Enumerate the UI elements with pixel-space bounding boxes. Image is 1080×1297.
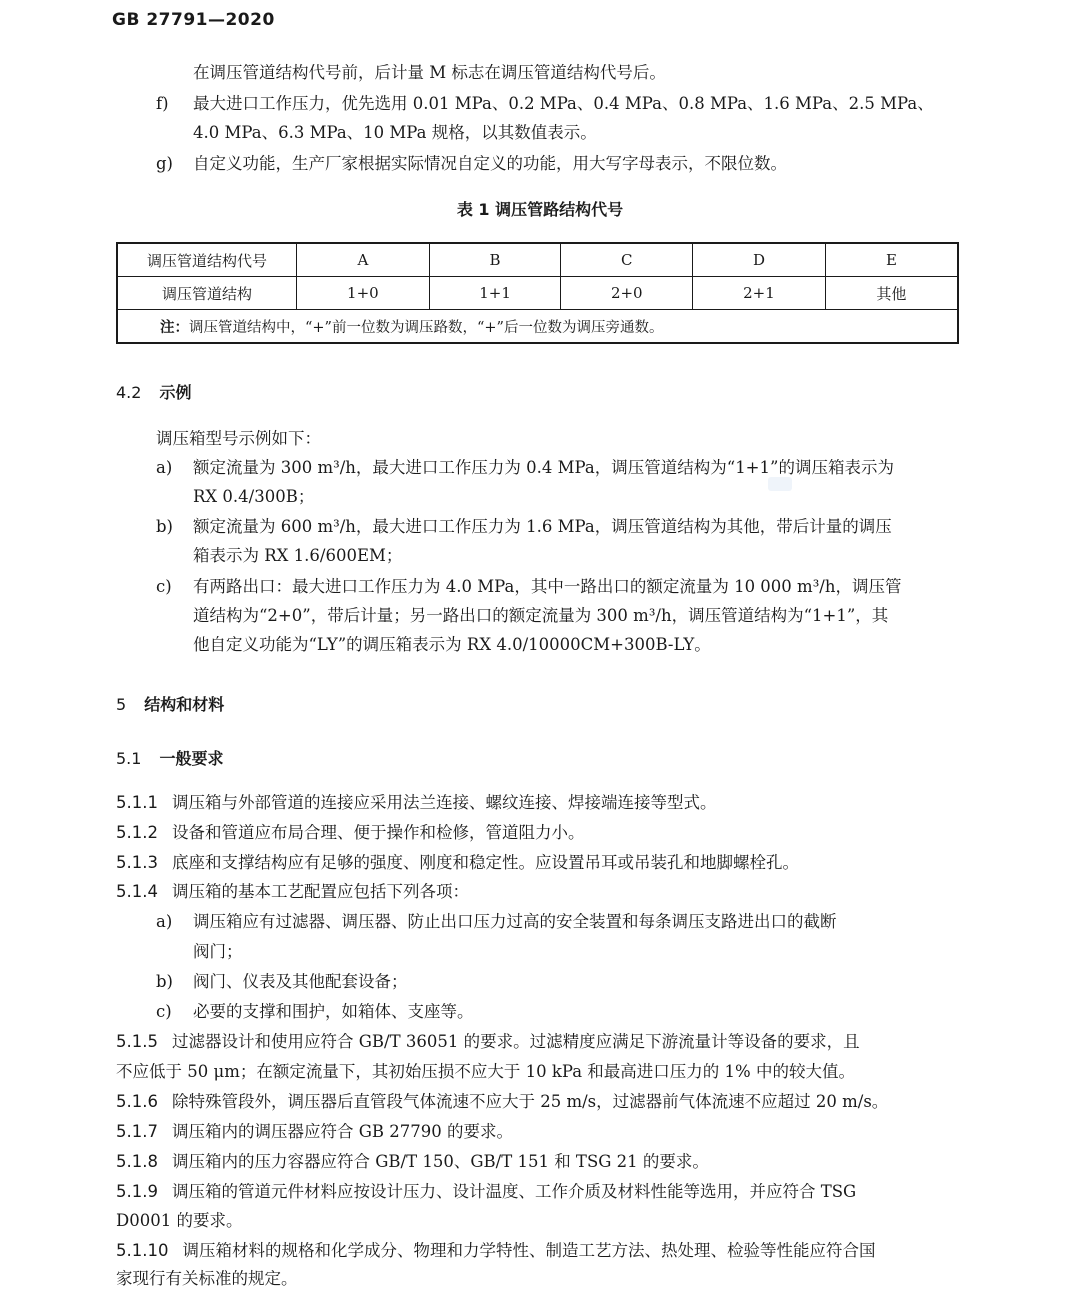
- table-cell: 1+1: [429, 277, 561, 310]
- standard-code: GB 27791—2020: [112, 10, 275, 30]
- table-cell: D: [693, 243, 826, 277]
- clause-5-1-4-c-label: c): [156, 1002, 172, 1021]
- note-label: 注：: [160, 319, 189, 336]
- clause-5-1-4-c: 必要的支撑和围护，如箱体、支座等。: [193, 1002, 474, 1021]
- clause-5-1-10-line2: 家现行有关标准的规定。: [116, 1269, 298, 1288]
- clause-5-1-9-line2: D0001 的要求。: [116, 1211, 243, 1230]
- table-cell: B: [429, 243, 561, 277]
- section-4-2-heading: 4.2 示例: [116, 383, 192, 402]
- intro-continuation: 在调压管道结构代号前，后计量 M 标志在调压管道结构代号后。: [193, 63, 666, 82]
- table-note-row: [117, 310, 958, 344]
- clause-5-1-8: 5.1.8 调压箱内的压力容器应符合 GB/T 150、GB/T 151 和 TSG 21 的要求。: [116, 1152, 709, 1171]
- table-cell: A: [297, 243, 430, 277]
- table-note: [117, 310, 958, 344]
- example-a-label: a): [156, 458, 173, 477]
- section-5-heading: 5 结构和材料: [116, 695, 225, 714]
- clause-5-1-4-a-line1: 调压箱应有过滤器、调压器、防止出口压力过高的安全装置和每条调压支路进出口的截断: [193, 912, 837, 931]
- table-row: [117, 277, 958, 310]
- clause-5-1-5-line2: 不应低于 50 μm；在额定流量下，其初始压损不应大于 10 kPa 和最高进口压力的 1% 中的较大值。: [116, 1062, 855, 1081]
- clause-5-1-2: 5.1.2 设备和管道应布局合理、便于操作和检修，管道阻力小。: [116, 823, 585, 842]
- table-cell: 其他: [825, 277, 958, 310]
- example-b-line1: 额定流量为 600 m³/h，最大进口工作压力为 1.6 MPa，调压管道结构为其他，带后计量的调压: [193, 517, 892, 536]
- example-b-line2: 箱表示为 RX 1.6/600EM；: [193, 546, 403, 565]
- clause-5-1-3: 5.1.3 底座和支撑结构应有足够的强度、刚度和稳定性。应设置吊耳或吊装孔和地脚螺栓孔。: [116, 853, 799, 872]
- structure-code-table: [116, 242, 959, 344]
- item-f-line1: 最大进口工作压力，优先选用 0.01 MPa、0.2 MPa、0.4 MPa、0.8 MPa、1.6 MPa、2.5 MPa、: [193, 94, 934, 113]
- example-a-line2: RX 0.4/300B；: [193, 487, 315, 506]
- item-f-label: f): [156, 94, 169, 113]
- example-c-line2: 道结构为“2+0”，带后计量；另一路出口的额定流量为 300 m³/h，调压管道结构为“1+1”，其: [193, 606, 889, 625]
- item-f-line2: 4.0 MPa、6.3 MPa、10 MPa 规格，以其数值表示。: [193, 123, 597, 142]
- clause-5-1-5-line1: 5.1.5 过滤器设计和使用应符合 GB/T 36051 的要求。过滤精度应满足下游流量计等设备的要求，且: [116, 1032, 860, 1051]
- clause-5-1-9-line1: 5.1.9 调压箱的管道元件材料应按设计压力、设计温度、工作介质及材料性能等选用，并应符合 TSG: [116, 1182, 857, 1201]
- example-b-label: b): [156, 517, 173, 536]
- table-cell: E: [825, 243, 958, 277]
- table-cell: 1+0: [297, 277, 430, 310]
- table-cell: 2+0: [561, 277, 693, 310]
- clause-5-1-4-b: 阀门、仪表及其他配套设备；: [193, 972, 408, 991]
- scan-smudge: [768, 477, 792, 491]
- example-c-label: c): [156, 577, 172, 596]
- clause-5-1-4-b-label: b): [156, 972, 173, 991]
- table-title: 表 1 调压管路结构代号: [456, 200, 624, 219]
- table-cell: 调压管道结构: [117, 277, 297, 310]
- clause-5-1-4-a-line2: 阀门；: [193, 942, 243, 961]
- table-row: [117, 243, 958, 277]
- note-text: 调压管道结构中，“+”前一位数为调压路数，“+”后一位数为调压旁通数。: [189, 319, 664, 336]
- example-a-line1: 额定流量为 300 m³/h，最大进口工作压力为 0.4 MPa，调压管道结构为“1+1”的调压箱表示为: [193, 458, 894, 477]
- clause-5-1-1: 5.1.1 调压箱与外部管道的连接应采用法兰连接、螺纹连接、焊接端连接等型式。: [116, 793, 717, 812]
- item-g-line1: 自定义功能，生产厂家根据实际情况自定义的功能，用大写字母表示，不限位数。: [193, 154, 787, 173]
- example-c-line3: 他自定义功能为“LY”的调压箱表示为 RX 4.0/10000CM+300B-LY。: [193, 635, 711, 654]
- clause-5-1-10-line1: 5.1.10 调压箱材料的规格和化学成分、物理和力学特性、制造工艺方法、热处理、检验等性能应符合国: [116, 1241, 876, 1260]
- table-cell: C: [561, 243, 693, 277]
- clause-5-1-4: 5.1.4 调压箱的基本工艺配置应包括下列各项：: [116, 882, 469, 901]
- example-c-line1: 有两路出口：最大进口工作压力为 4.0 MPa，其中一路出口的额定流量为 10 000 m³/h，调压管: [193, 577, 902, 596]
- table-cell: 2+1: [693, 277, 826, 310]
- table-cell: 调压管道结构代号: [117, 243, 297, 277]
- clause-5-1-7: 5.1.7 调压箱内的调压器应符合 GB 27790 的要求。: [116, 1122, 514, 1141]
- clause-5-1-4-a-label: a): [156, 912, 173, 931]
- item-g-label: g): [156, 154, 173, 173]
- clause-5-1-6: 5.1.6 除特殊管段外，调压器后直管段气体流速不应大于 25 m/s，过滤器前气体流速不应超过 20 m/s。: [116, 1092, 889, 1111]
- section-5-1-heading: 5.1 一般要求: [116, 749, 224, 768]
- example-intro: 调压箱型号示例如下：: [156, 429, 321, 448]
